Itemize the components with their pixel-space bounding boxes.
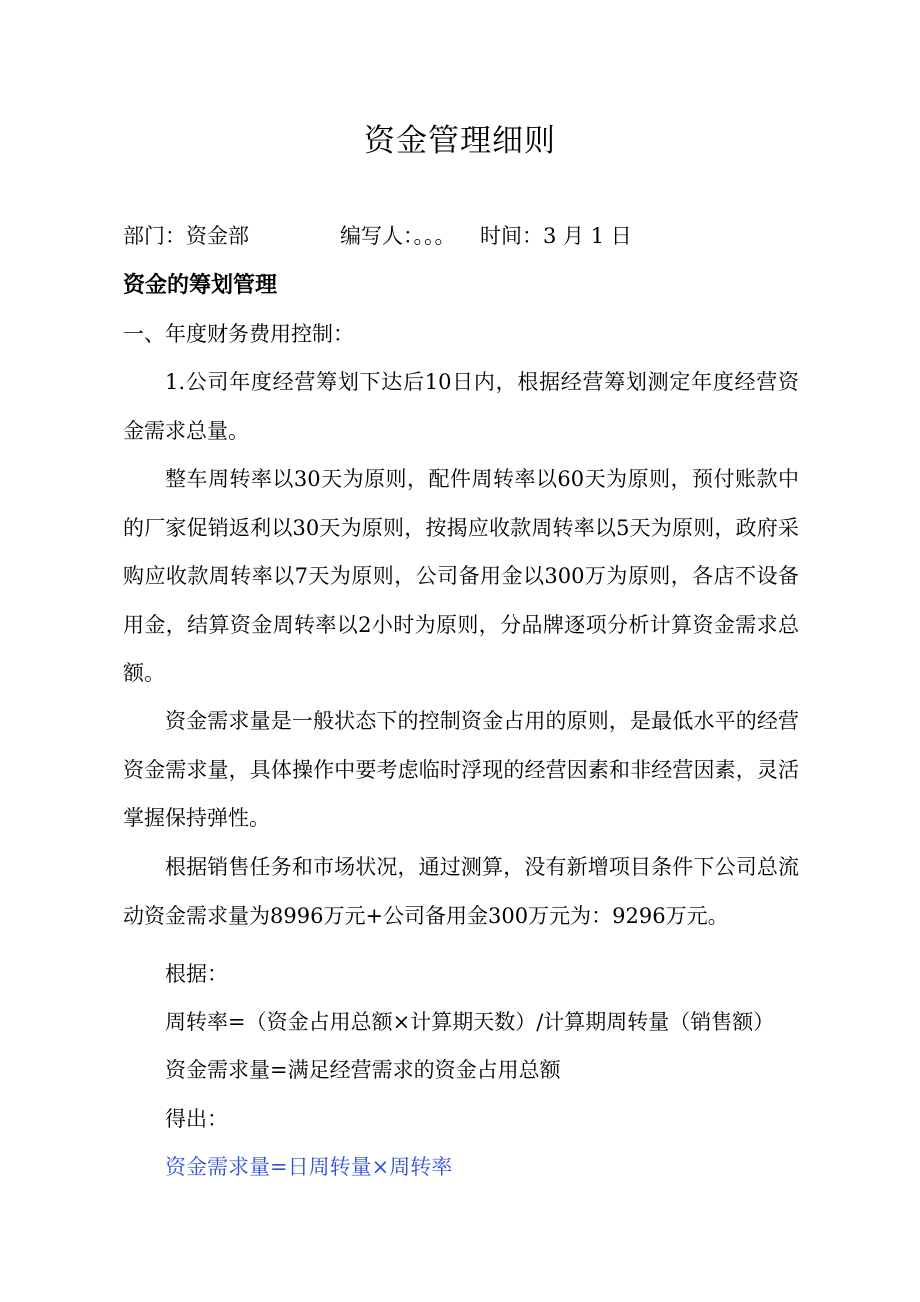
conclusion-label: 得出： bbox=[165, 1107, 228, 1131]
paragraph-4: 根据销售任务和市场状况，通过测算，没有新增项目条件下公司总流动资金需求量为8996万元+公司备用金300万元为：9296万元。 bbox=[123, 855, 799, 928]
basis-label: 根据： bbox=[165, 962, 228, 986]
result-formula: 资金需求量=日周转量×周转率 bbox=[165, 1155, 453, 1179]
turnover-formula: 周转率=（资金占用总额×计算期天数）/计算期周转量（销售额） bbox=[165, 1010, 775, 1034]
paragraph-2: 整车周转率以30天为原则，配件周转率以60天为原则，预付账款中的厂家促销返利以30天为原则，按揭应收款周转率以5天为原则，政府采购应收款周转率以7天为原则，公司备用金以300万为原则，各店不设备用金，结算资金周转率以2小时为原则，分品牌逐项分析计算资金需求总额。 bbox=[123, 467, 799, 685]
demand-formula: 资金需求量=满足经营需求的资金占用总额 bbox=[165, 1058, 561, 1082]
paragraph-1: 1.公司年度经营筹划下达后10日内，根据经营筹划测定年度经营资金需求总量。 bbox=[123, 370, 799, 443]
department-label: 部门：资金部 bbox=[123, 224, 249, 248]
section-heading: 资金的筹划管理 bbox=[123, 273, 278, 298]
document-title: 资金管理细则 bbox=[364, 123, 556, 159]
subsection-title: 一、年度财务费用控制： bbox=[123, 322, 354, 346]
time-label: 时间：3 月 1 日 bbox=[480, 224, 632, 248]
author-label: 编写人：。。。 bbox=[340, 224, 456, 248]
paragraph-3: 资金需求量是一般状态下的控制资金占用的原则，是最低水平的经营资金需求量，具体操作中要考虑临时浮现的经营因素和非经营因素，灵活掌握保持弹性。 bbox=[123, 709, 799, 830]
